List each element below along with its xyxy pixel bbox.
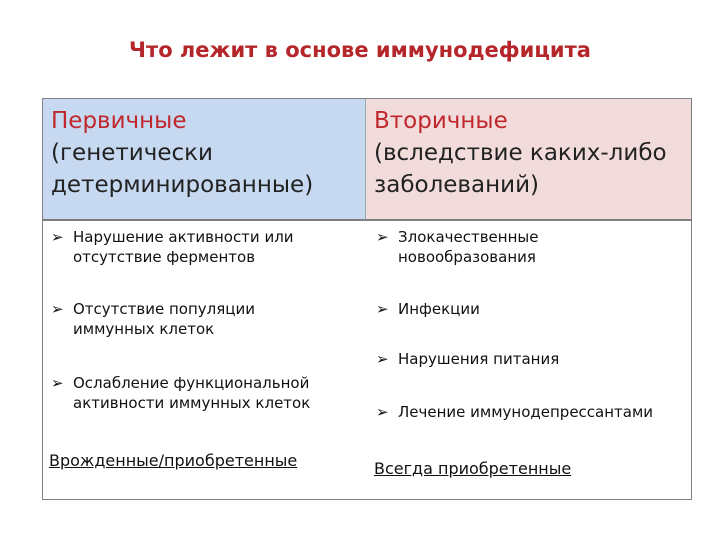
list-item: ➢ Отсутствие популяции иммунных клеток [51,300,255,338]
comparison-table [42,98,692,500]
primary-summary: Врожденные/приобретенные [49,451,298,470]
secondary-summary: Всегда приобретенные [374,459,572,478]
header-divider [43,219,691,221]
primary-subheading-line2: детерминированные) [51,172,314,198]
arrowhead-bullet-icon: ➢ [51,300,64,318]
primary-heading: Первичные [51,108,187,134]
arrowhead-bullet-icon: ➢ [376,300,389,318]
list-item: ➢ Нарушения питания [376,350,560,368]
arrowhead-bullet-icon: ➢ [376,228,389,246]
arrowhead-bullet-icon: ➢ [376,350,389,368]
primary-header [43,99,366,219]
secondary-header [366,99,691,219]
list-item: ➢ Лечение иммунодепрессантами [376,403,654,421]
arrowhead-bullet-icon: ➢ [376,403,389,421]
secondary-subheading-line2: заболеваний) [374,172,539,198]
secondary-heading: Вторичные [374,108,508,134]
arrowhead-bullet-icon: ➢ [51,228,64,246]
list-item: ➢ Ослабление функциональной активности иммунных клеток [51,374,311,412]
secondary-subheading-line1: (вследствие каких-либо [374,140,667,166]
list-item: ➢ Злокачественные новообразования [376,228,539,266]
list-item: ➢ Нарушение активности или отсутствие ферментов [51,228,294,266]
primary-subheading-line1: (генетически [51,140,213,166]
page-title: Что лежит в основе иммунодефицита [129,38,591,62]
arrowhead-bullet-icon: ➢ [51,374,64,392]
list-item: ➢ Инфекции [376,300,480,318]
